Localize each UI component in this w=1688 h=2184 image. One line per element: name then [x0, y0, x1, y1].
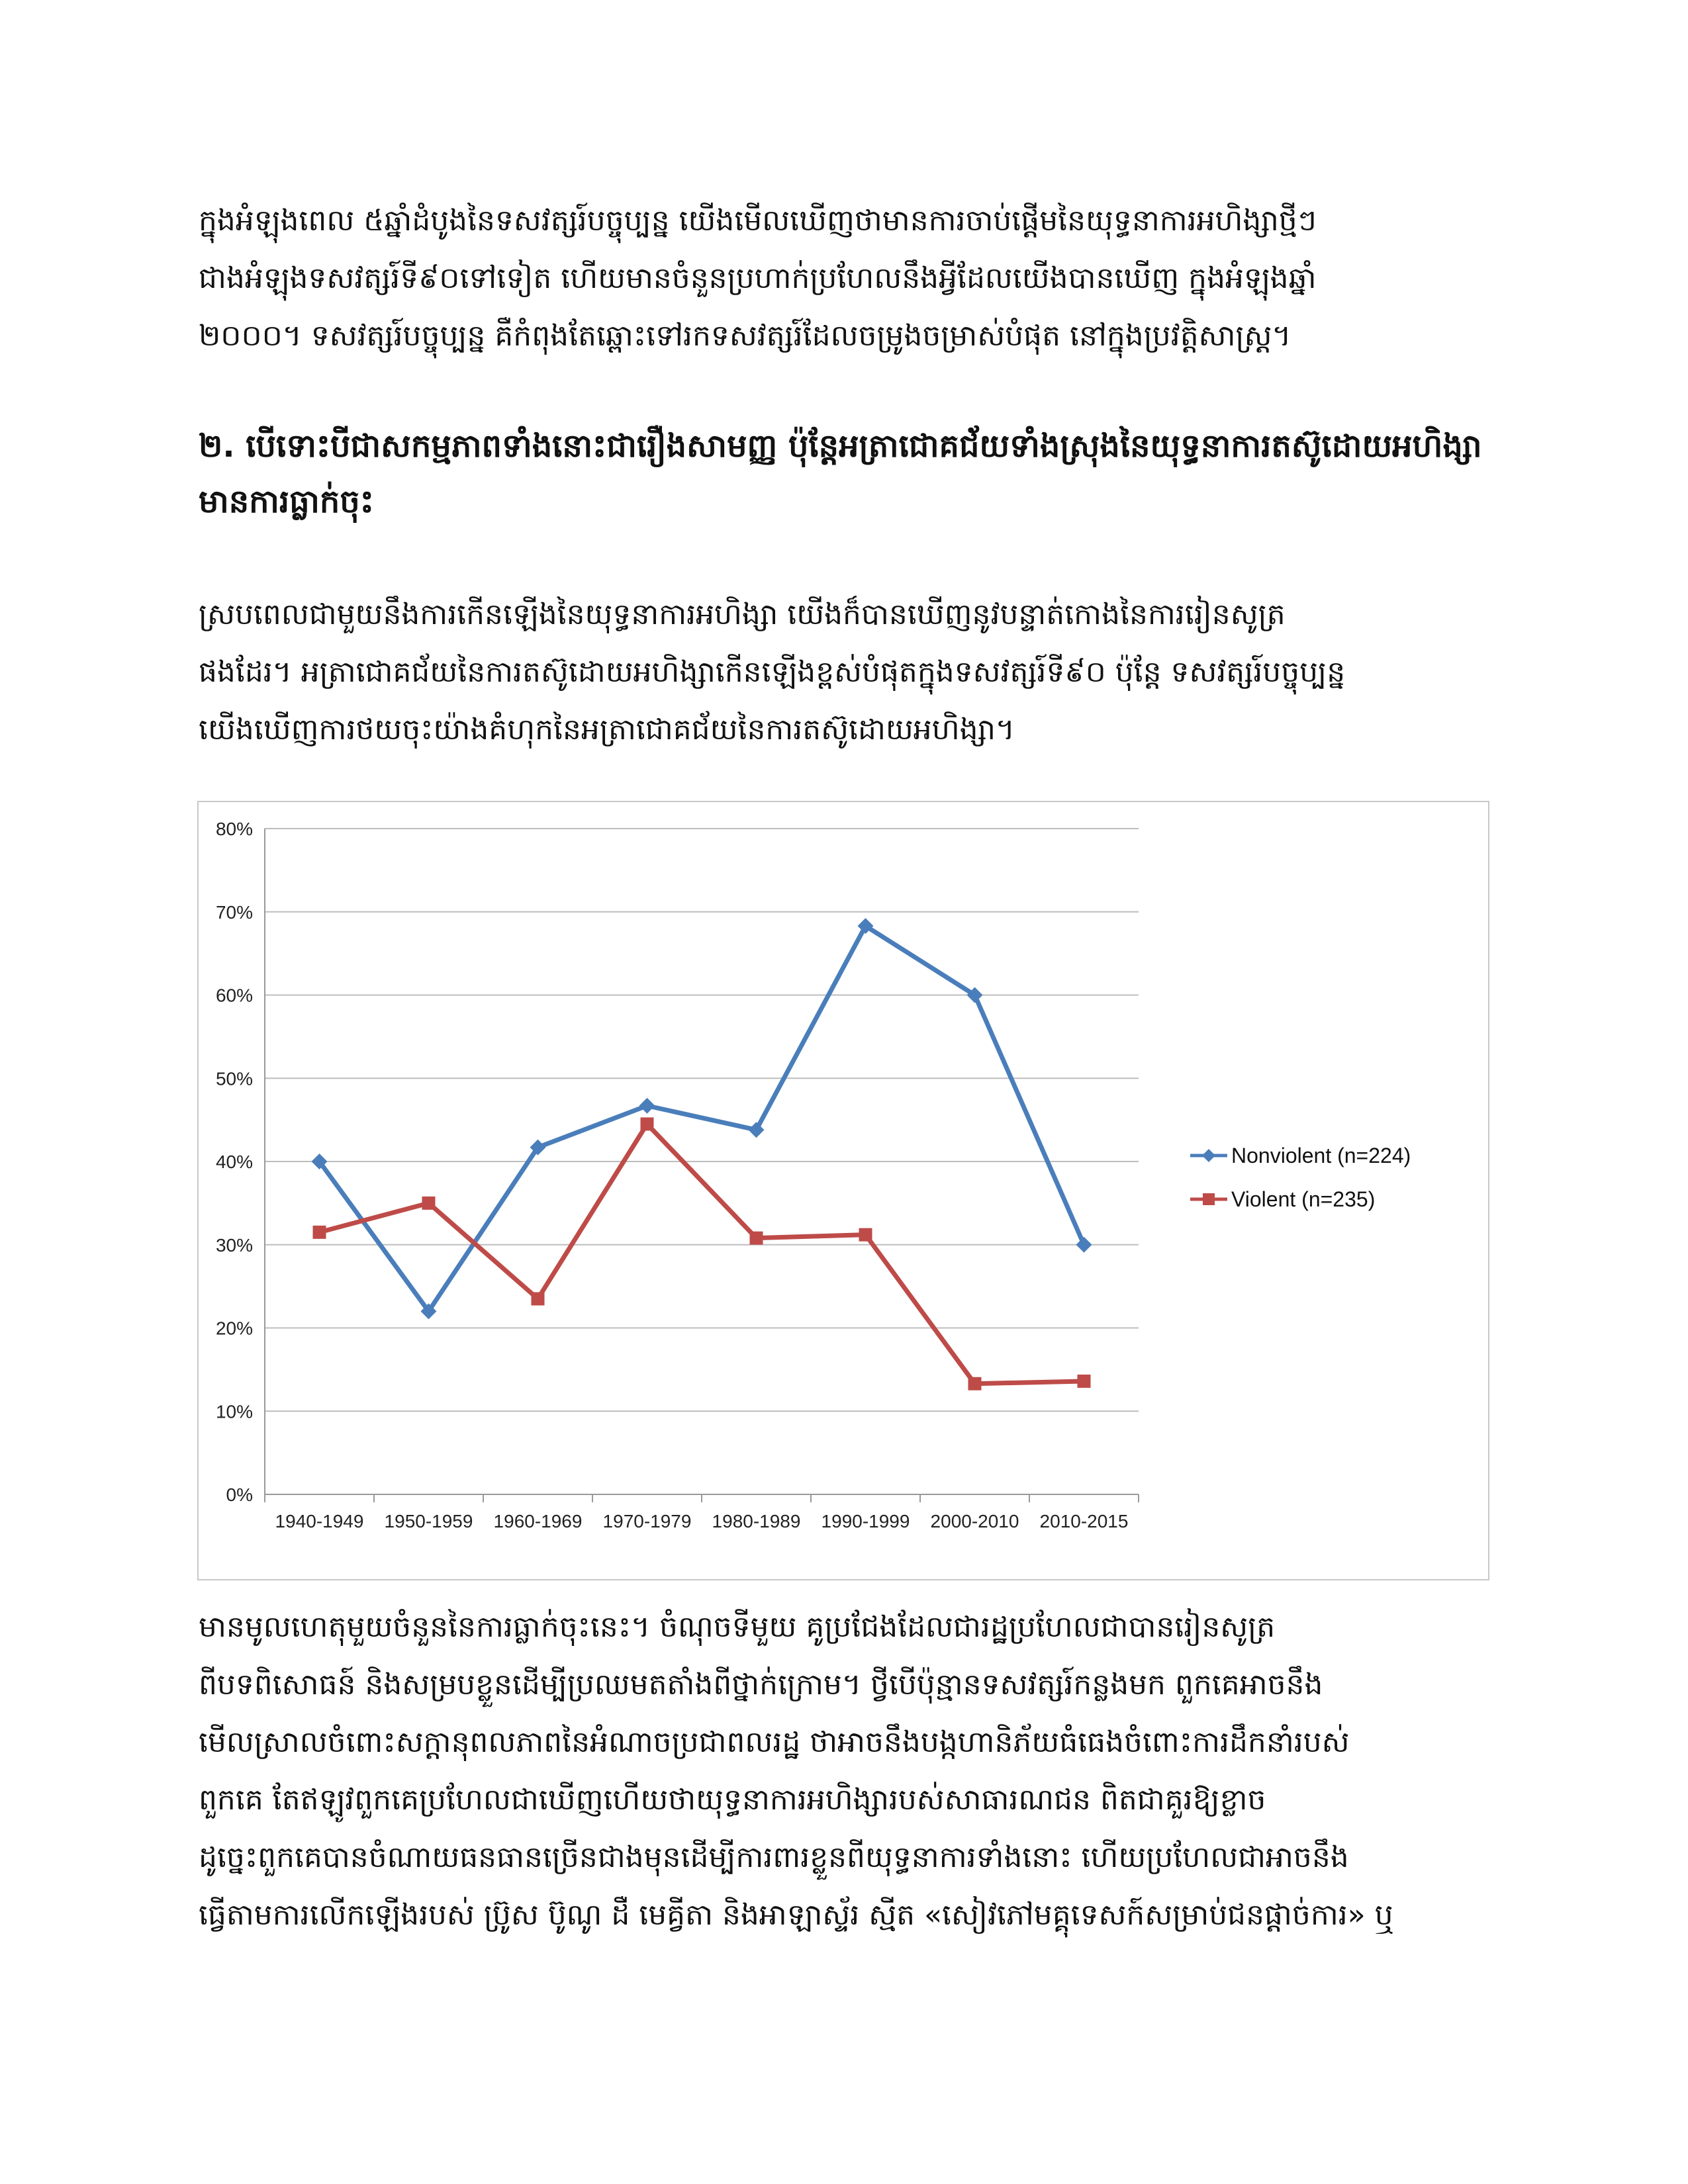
y-tick-label: 80% [215, 819, 253, 839]
x-tick-label: 1990-1999 [821, 1511, 910, 1531]
paragraph-line: មើលស្រាលចំពោះសក្ដានុពលភាពនៃអំណាចប្រជាពលរដ្ឋ ថាអាចនឹងបង្កហានិភ័យធំធេងចំពោះការដឹកនាំរបស់ [199, 1725, 1350, 1759]
data-point [1076, 1237, 1092, 1253]
data-point [1078, 1375, 1091, 1388]
paragraph-line: ពួកគេ តែឥឡូវពួកគេប្រហែលជាឃើញហើយថាយុទ្ធនាការអហិង្សារបស់សាធារណជន ពិតជាគួរឱ្យខ្លាច [199, 1783, 1266, 1817]
data-point [422, 1197, 436, 1210]
legend-label: Violent (n=235) [1231, 1187, 1376, 1211]
legend-marker [1203, 1193, 1215, 1205]
paragraph-learning-curve [199, 586, 1489, 758]
data-point [313, 1226, 326, 1239]
data-point [968, 1377, 982, 1390]
y-tick-label: 0% [226, 1484, 253, 1505]
paragraph-line: ពីបទពិសោធន៍ និងសម្របខ្លួនដើម្បីប្រឈមតតាំងពីថ្នាក់ក្រោម។ ថ្វីបើប៉ុន្មានទសវត្សរ៍កន្លងមក ពួកគេអាចនឹង [199, 1668, 1323, 1702]
x-tick-label: 1980-1989 [712, 1511, 801, 1531]
paragraph-line: ជាងអំឡុងទសវត្សរ៍ទី៩០ទៅទៀត ហើយមានចំនួនប្រហាក់ប្រហែលនឹងអ្វីដែលយើងបានឃើញ ក្នុងអំឡុងឆ្នាំ [199, 261, 1317, 295]
y-tick-label: 20% [215, 1318, 253, 1339]
y-tick-label: 60% [215, 985, 253, 1006]
x-tick-label: 1950-1959 [384, 1511, 473, 1531]
line-chart [199, 802, 1488, 1579]
x-tick-label: 1960-1969 [493, 1511, 583, 1531]
section-heading [199, 418, 1489, 529]
y-tick-label: 50% [215, 1068, 253, 1089]
x-tick-label: 2010-2015 [1039, 1511, 1129, 1531]
paragraph-line: ២០០០។ ទសវត្សរ៍បច្ចុប្បន្ន គឺកំពុងតែឆ្ពោះទៅរកទសវត្សរ៍ដែលចម្រូងចម្រាស់បំផុត នៅក្នុងប្រវត្តិសាស្ត្រ។ [199, 319, 1291, 353]
data-point [859, 1228, 872, 1242]
heading-line: ២. បើទោះបីជាសកម្មភាពទាំងនោះជារឿងសាមញ្ញ ប៉ុន្ដែអត្រាជោគជ័យទាំងស្រុងនៃយុទ្ធនាការតស៊ូដោយអហិង្សា [199, 428, 1482, 465]
legend-marker [1202, 1149, 1215, 1162]
series-lines [312, 918, 1092, 1390]
data-point [641, 1117, 654, 1130]
paragraph-line: ដូច្នេះពួកគេបានចំណាយធនធានច្រើនជាងមុនដើម្បីការពារខ្លួនពីយុទ្ធនាការទាំងនោះ ហើយប្រហែលជាអាចនឹង [199, 1841, 1349, 1874]
data-point [532, 1292, 545, 1305]
paragraph-line: ផងដែរ។ អត្រាជោគជ័យនៃការតស៊ូដោយអហិង្សាកើនឡើងខ្ពស់បំផុតក្នុងទសវត្សរ៍ទី៩០ ប៉ុន្ដែ ទសវត្សរ៍បច្ចុប្បន្ន [199, 655, 1346, 689]
paragraph-line: ក្នុងអំឡុងពេល ៥ឆ្នាំដំបូងនៃទសវត្សរ៍បច្ចុប្បន្ន យើងមើលឃើញថាមានការចាប់ផ្ដើមនៃយុទ្ធនាការអហិង្សាថ្មីៗ [199, 204, 1317, 238]
y-tick-label: 30% [215, 1234, 253, 1255]
series-line-1 [320, 1124, 1084, 1383]
y-tick-label: 10% [215, 1401, 253, 1422]
heading-line: មានការធ្លាក់ចុះ [199, 483, 374, 520]
legend-label: Nonviolent (n=224) [1231, 1144, 1411, 1167]
x-tick-label: 1940-1949 [275, 1511, 364, 1531]
paragraph-line: មានមូលហេតុមួយចំនួននៃការធ្លាក់ចុះនេះ។ ចំណុចទីមួយ គូប្រជែងដែលជារដ្ឋប្រហែលជាបានរៀនសូត្រ [199, 1610, 1276, 1644]
y-axis-ticks [216, 819, 253, 1505]
data-point [750, 1232, 763, 1245]
series-line-0 [320, 926, 1084, 1311]
legend [1190, 1144, 1411, 1211]
paragraph-line: ធ្វើតាមការលើកឡើងរបស់ ប្រ៊ូស ប៊ូណូ ដឺ មេគ្វីតា និងអាឡាស្ទ័រ ស្មីត «សៀវភៅមគ្គុទេសក៍សម្រាប់ជនផ្ដាច់ការ» ឬ [199, 1898, 1393, 1932]
x-tick-label: 1970-1979 [602, 1511, 692, 1531]
chart-frame [197, 801, 1489, 1580]
paragraph-intro [199, 192, 1489, 365]
paragraph-reasons [199, 1598, 1489, 1944]
x-axis-ticks [275, 1511, 1129, 1531]
paragraph-line: ស្របពេលជាមួយនឹងការកើនឡើងនៃយុទ្ធនាការអហិង្សា យើងក៏បានឃើញនូវបន្ទាត់កោងនៃការរៀនសូត្រ [199, 598, 1286, 631]
y-tick-label: 40% [215, 1152, 253, 1172]
grid-lines [265, 829, 1139, 1502]
x-tick-label: 2000-2010 [930, 1511, 1019, 1531]
y-tick-label: 70% [215, 901, 253, 923]
paragraph-line: យើងឃើញការថយចុះយ៉ាងគំហុកនៃអត្រាជោគជ័យនៃការតស៊ូដោយអហិង្សា។ [199, 713, 1015, 747]
data-point [639, 1098, 655, 1114]
